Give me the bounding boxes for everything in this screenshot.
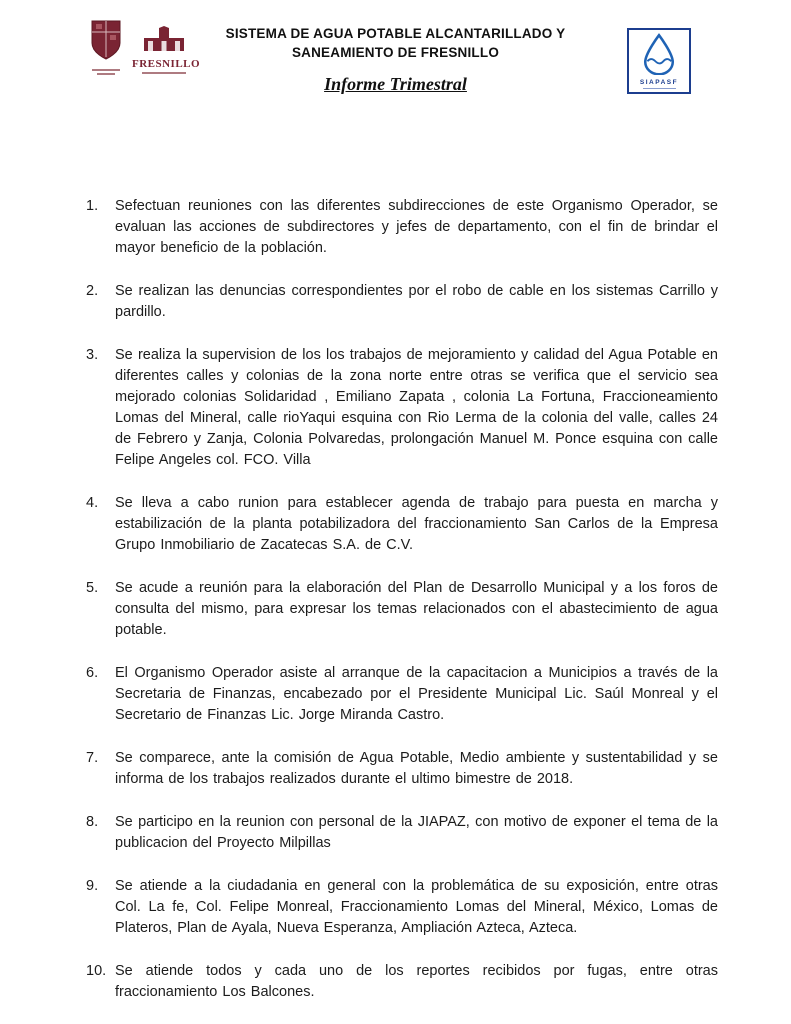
item-number: 10. — [86, 963, 107, 979]
report-subtitle: Informe Trimestral — [324, 74, 467, 94]
item-number: 2. — [86, 283, 99, 299]
item-number: 7. — [86, 750, 99, 766]
list-item — [86, 493, 718, 556]
item-text: Se lleva a cabo runion para establecer agenda de trabajo para puesta en marcha y estabilización de la planta potabilizadora del fraccionamiento San Carlos de la Empresa Grupo Inmobiliario de Zacatecas S.A. de C.V. — [115, 495, 718, 553]
crest-caption-line — [92, 69, 120, 71]
crest-icon — [89, 20, 123, 62]
list-item — [86, 961, 718, 1003]
siapasf-wordmark: SIAPASF — [639, 79, 679, 86]
list-item — [86, 876, 718, 939]
item-text: Se atiende todos y cada uno de los reportes recibidos por fugas, entre otras fraccionamiento Los Balcones. — [115, 963, 718, 1000]
list-item — [86, 196, 718, 259]
municipal-crest-logo — [86, 20, 126, 75]
item-text: Se atiende a la ciudadania en general con la problemática de su exposición, entre otras Col. La fe, Col. Felipe Monreal, Fraccionamiento Lomas del Mineral, México, Lomas de Plateros, Plan de Ayala, Nueva Esperanza, Ampliación Azteca, Azteca. — [115, 878, 718, 936]
list-item — [86, 748, 718, 790]
fresnillo-caption-line — [142, 72, 187, 74]
org-title-line-2: SANEAMIENTO DE FRESNILLO — [291, 45, 500, 60]
list-item — [86, 281, 718, 323]
fresnillo-building-icon — [140, 26, 188, 52]
item-text: Se realizan las denuncias correspondientes por el robo de cable en los sistemas Carrillo y pardillo. — [115, 283, 718, 320]
list-item — [86, 578, 718, 641]
report-list — [86, 196, 718, 1024]
siapasf-logo — [627, 28, 691, 94]
item-text: Se participo en la reunion con personal de la JIAPAZ, con motivo de exponer el tema de la publicacion del Proyecto Milpillas — [115, 814, 718, 851]
list-item — [86, 663, 718, 726]
item-number: 9. — [86, 878, 99, 894]
item-number: 8. — [86, 814, 99, 830]
item-number: 3. — [86, 347, 99, 363]
item-text: El Organismo Operador asiste al arranque de la capacitacion a Municipios a través de la Secretaria de Finanzas, encabezado por el Presidente Municipal Lic. Saúl Monreal y el Secretario de Finanzas Lic. Jorge Miranda Castro. — [115, 665, 718, 723]
title-block — [186, 24, 606, 95]
org-title-line-1: SISTEMA DE AGUA POTABLE ALCANTARILLADO Y — [225, 26, 566, 41]
item-text: Se acude a reunión para la elaboración del Plan de Desarrollo Municipal y a los foros de consulta del mismo, para expresar los temas relacionados con el abastecimiento de agua potable. — [115, 580, 718, 638]
item-text: Se realiza la supervision de los los trabajos de mejoramiento y calidad del Agua Potable en diferentes calles y colonias de la zona norte entre otras se verifica que el servicio sea mejorado colonias Solidaridad , Emiliano Zapata , colonia La Fortuna, Fraccioneamiento Lomas del Mineral, calle rioYaqui esquina con Rio Lerma de la colonia del valle, calles 24 de Febrero y Zanja, Colonia Polvaredas, prolongación Manuel M. Ponce esquina con calle Felipe Angeles col. FCO. Villa — [115, 347, 718, 468]
fresnillo-wordmark: FRESNILLO — [132, 58, 201, 70]
item-text: Sefectuan reuniones con las diferentes subdirecciones de este Organismo Operador, se evaluan las acciones de subdirectores y jefes de departamento, con el fin de brindar el mayor beneficio de la población. — [115, 198, 718, 256]
list-item — [86, 812, 718, 854]
item-number: 1. — [86, 198, 99, 214]
crest-caption-line-2 — [97, 73, 115, 75]
item-text: Se comparece, ante la comisión de Agua Potable, Medio ambiente y sustentabilidad y se informa de los trabajos realizados durante el ultimo bimestre de 2018. — [115, 750, 718, 787]
siapasf-caption-line — [643, 88, 676, 90]
item-number: 5. — [86, 580, 99, 596]
list-item — [86, 345, 718, 471]
item-number: 4. — [86, 495, 99, 511]
water-drop-icon — [636, 33, 682, 75]
document-header — [0, 0, 791, 160]
item-number: 6. — [86, 665, 99, 681]
